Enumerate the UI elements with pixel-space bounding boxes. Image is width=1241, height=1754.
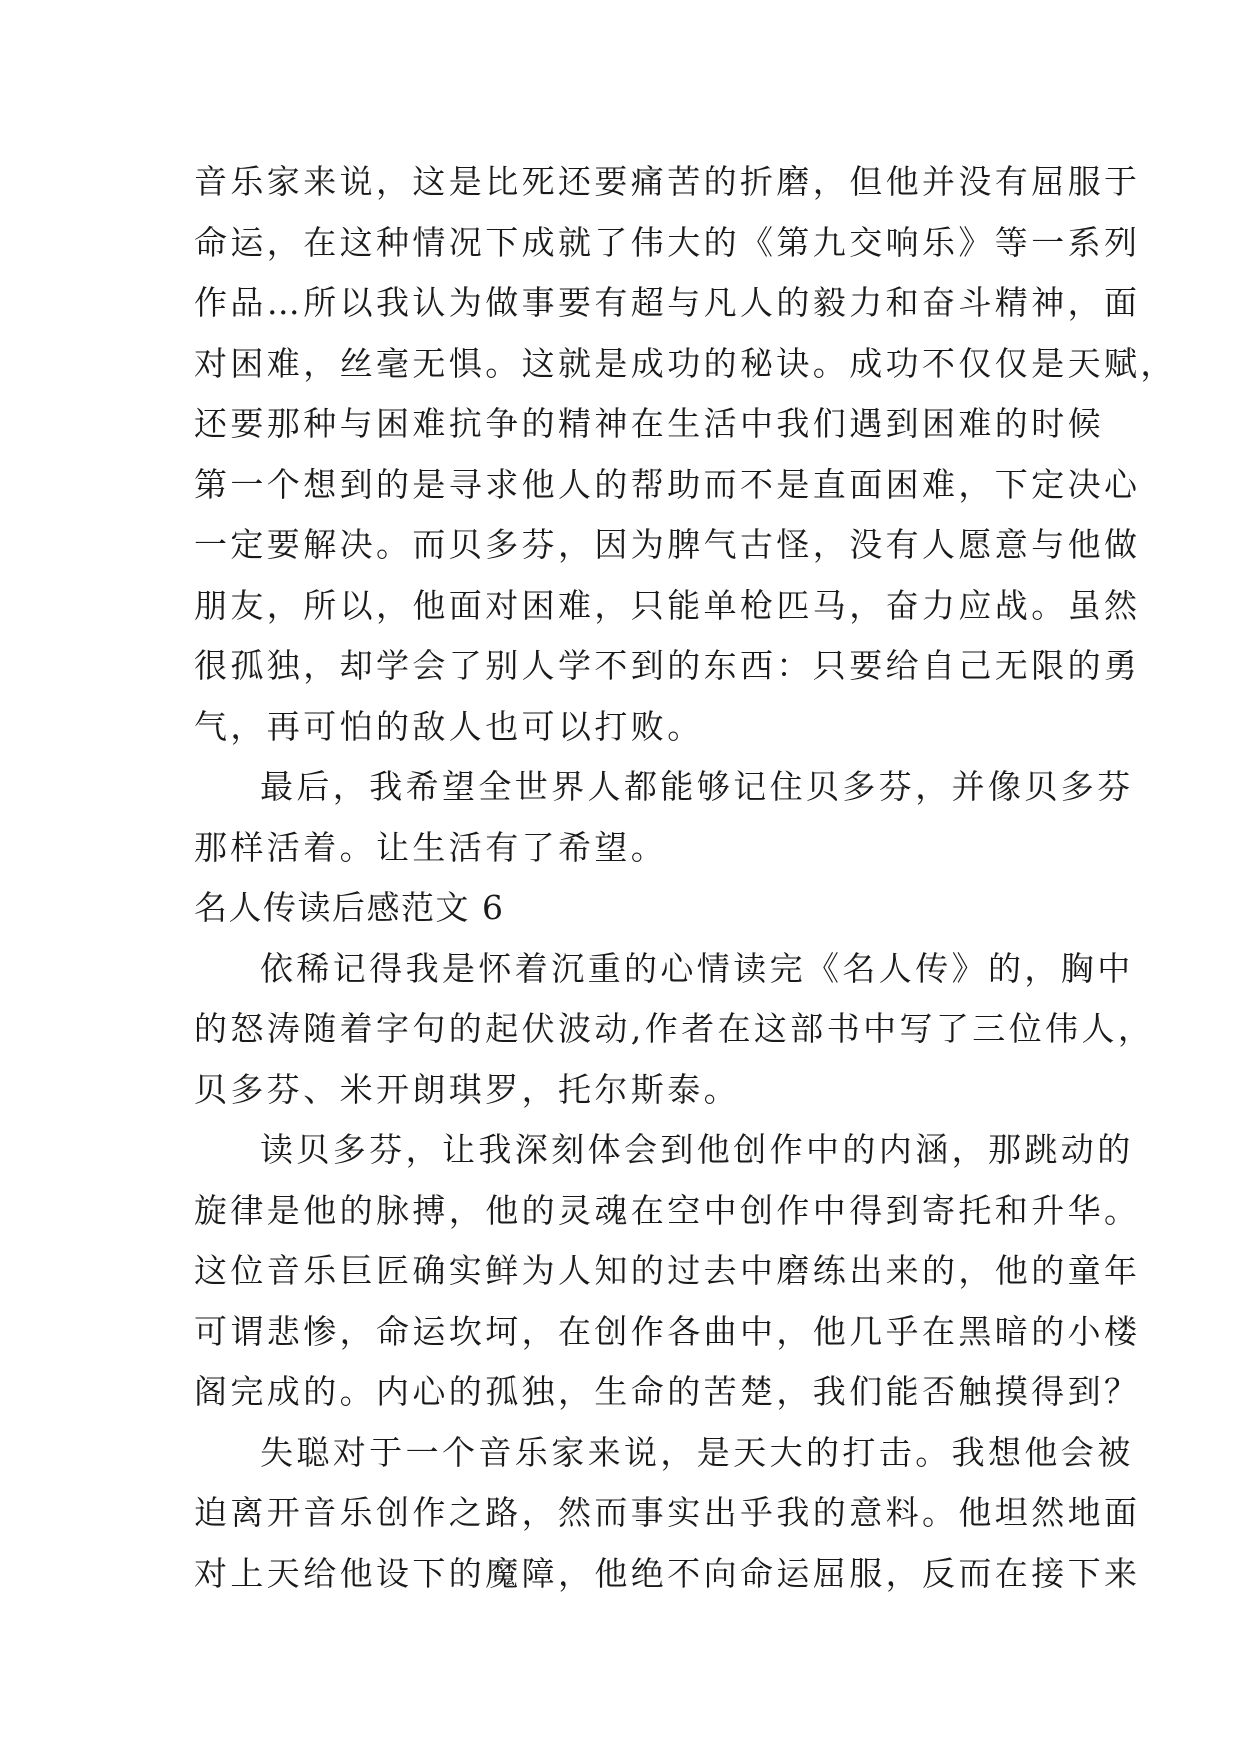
text-line: 可谓悲惨，命运坎坷，在创作各曲中，他几乎在黑暗的小楼 [194, 1311, 1141, 1351]
text-line: 旋律是他的脉搏，他的灵魂在空中创作中得到寄托和升华。 [194, 1190, 1141, 1230]
text-line: 那样活着。让生活有了希望。 [194, 827, 668, 867]
text-line: 很孤独，却学会了别人学不到的东西：只要给自己无限的勇 [194, 646, 1141, 685]
text-line: 阁完成的。内心的孤独，生命的苦楚，我们能否触摸得到？ [194, 1372, 1141, 1411]
text-line: 的怒涛随着字句的起伏波动,作者在这部书中写了三位伟人， [194, 1009, 1155, 1048]
text-line: 对上天给他设下的魔障，他绝不向命运屈服，反而在接下来 [194, 1553, 1141, 1593]
text-line: 贝多芬、米开朗琪罗，托尔斯泰。 [194, 1069, 740, 1109]
text-line: 作品…所以我认为做事要有超与凡人的毅力和奋斗精神，面 [194, 283, 1141, 322]
text-line: 音乐家来说，这是比死还要痛苦的折磨，但他并没有屈服于 [194, 162, 1141, 201]
text-line: 这位音乐巨匠确实鲜为人知的过去中磨练出来的，他的童年 [194, 1251, 1141, 1290]
paragraph-start-line: 失聪对于一个音乐家来说，是天大的打击。我想他会被 [260, 1432, 1134, 1472]
text-line: 还要那种与困难抗争的精神在生活中我们遇到困难的时候 [194, 404, 1104, 443]
text-line: 一定要解决。而贝多芬，因为脾气古怪，没有人愿意与他做 [194, 525, 1141, 564]
text-line: 气，再可怕的敌人也可以打败。 [194, 706, 704, 746]
text-line: 命运，在这种情况下成就了伟大的《第九交响乐》等一系列 [194, 222, 1141, 262]
paragraph-start-line: 依稀记得我是怀着沉重的心情读完《名人传》的，胸中 [260, 948, 1134, 988]
text-line: 对困难，丝毫无惧。这就是成功的秘诀。成功不仅仅是天赋， [194, 343, 1177, 383]
paragraph-start-line: 读贝多芬，让我深刻体会到他创作中的内涵，那跳动的 [260, 1130, 1134, 1169]
text-line: 迫离开音乐创作之路，然而事实出乎我的意料。他坦然地面 [194, 1493, 1141, 1532]
text-line: 第一个想到的是寻求他人的帮助而不是直面困难，下定决心 [194, 464, 1141, 504]
section-heading: 名人传读后感范文 6 [194, 888, 505, 927]
body-text [194, 152, 1177, 1604]
text-line: 朋友，所以，他面对困难，只能单枪匹马，奋力应战。虽然 [194, 585, 1141, 625]
paragraph-start-line: 最后，我希望全世界人都能够记住贝多芬，并像贝多芬 [260, 767, 1134, 806]
